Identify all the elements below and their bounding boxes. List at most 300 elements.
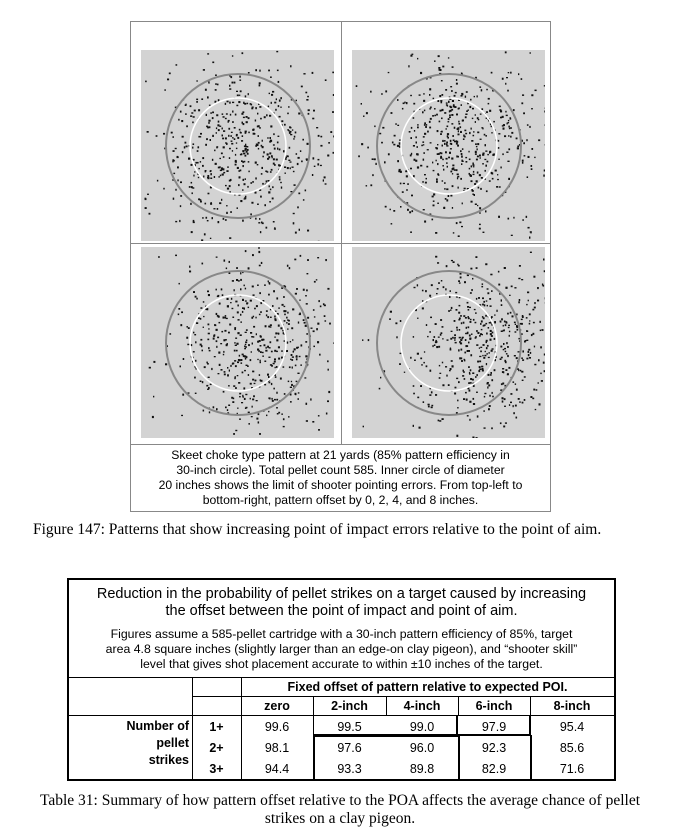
pellet-mark <box>509 404 510 406</box>
pellet-mark <box>268 191 270 193</box>
pellet-mark <box>253 316 254 318</box>
pellet-mark <box>366 112 368 114</box>
pellet-mark <box>264 344 266 346</box>
table-cell: 92.3 <box>481 741 507 755</box>
pellet-mark <box>206 217 208 219</box>
pellet-mark <box>494 321 496 323</box>
pellet-mark <box>486 300 488 301</box>
pellet-mark <box>216 132 217 134</box>
pellet-mark <box>520 323 522 325</box>
pellet-mark <box>509 128 510 130</box>
pellet-mark <box>478 119 480 120</box>
pellet-mark <box>426 178 428 180</box>
pellet-mark <box>296 288 298 290</box>
pellet-mark <box>206 126 208 128</box>
pellet-mark <box>298 347 299 349</box>
pellet-mark <box>504 135 506 137</box>
pellet-mark <box>529 237 530 239</box>
pellet-mark <box>528 156 530 158</box>
pellet-mark <box>494 338 496 340</box>
pellet-mark <box>456 169 458 171</box>
pellet-mark <box>307 96 309 98</box>
pellet-mark <box>490 330 492 332</box>
pellet-mark <box>240 272 241 274</box>
pellet-mark <box>502 371 504 373</box>
pellet-mark <box>236 350 238 352</box>
pellet-mark <box>469 106 471 108</box>
pellet-mark <box>530 396 532 398</box>
pellet-mark <box>490 305 492 307</box>
pellet-mark <box>295 393 297 395</box>
pellet-mark <box>443 207 445 209</box>
pellet-mark <box>245 300 247 301</box>
pellet-mark <box>186 146 188 148</box>
pellet-mark <box>193 175 194 177</box>
pellet-mark <box>469 132 471 134</box>
pellet-mark <box>180 366 182 368</box>
pellet-mark <box>488 408 490 410</box>
pellet-mark <box>259 265 261 267</box>
pellet-mark <box>198 177 199 178</box>
pellet-mark <box>385 90 387 92</box>
pellet-mark <box>276 159 278 161</box>
pellet-mark <box>278 81 280 83</box>
pellet-mark <box>414 360 416 362</box>
pellet-mark <box>465 116 467 118</box>
pellet-mark <box>478 370 480 372</box>
pellet-mark <box>477 143 479 145</box>
pellet-mark <box>259 218 260 220</box>
pellet-mark <box>429 127 431 129</box>
pellet-mark <box>507 313 509 315</box>
pellet-mark <box>515 331 517 332</box>
pellet-mark <box>295 232 297 234</box>
pellet-mark <box>283 296 285 298</box>
pellet-mark <box>472 379 474 381</box>
pellet-mark <box>434 336 436 338</box>
pellet-mark <box>417 146 418 148</box>
pellet-mark <box>407 183 409 185</box>
pellet-mark <box>277 413 279 415</box>
pellet-mark <box>217 124 219 126</box>
pellet-mark <box>458 381 460 383</box>
pellet-mark <box>191 186 193 188</box>
pellet-mark <box>240 288 242 290</box>
table-cell: 98.1 <box>264 741 290 755</box>
pellet-mark <box>459 357 461 359</box>
pellet-mark <box>417 397 419 399</box>
pellet-mark <box>193 220 195 222</box>
pellet-mark <box>145 81 147 83</box>
pellet-mark <box>173 173 175 174</box>
pellet-mark <box>442 418 444 420</box>
pellet-mark <box>482 297 484 299</box>
pellet-mark <box>271 398 272 400</box>
pellet-mark <box>275 376 277 378</box>
pellet-mark <box>224 260 226 262</box>
pellet-mark <box>513 217 514 219</box>
pellet-mark <box>248 171 249 173</box>
pellet-mark <box>508 120 509 121</box>
pellet-mark <box>210 173 212 175</box>
pellet-mark <box>269 152 271 154</box>
pellet-mark <box>222 128 223 130</box>
pellet-mark <box>485 135 487 137</box>
pellet-mark <box>229 185 231 187</box>
pellet-mark <box>414 287 416 288</box>
pellet-mark <box>511 286 513 288</box>
pattern-panel-offset-0 <box>141 50 334 241</box>
pellet-mark <box>526 139 527 141</box>
pellet-mark <box>286 322 288 323</box>
pellet-mark <box>501 318 503 320</box>
pellet-mark <box>333 94 334 96</box>
pellet-mark <box>388 72 390 73</box>
pellet-mark <box>531 165 533 167</box>
pellet-mark <box>323 179 324 181</box>
pellet-mark <box>510 127 512 129</box>
pellet-mark <box>477 415 479 417</box>
pellet-mark <box>214 325 216 327</box>
pellet-mark <box>239 396 241 397</box>
pellet-mark <box>236 343 238 345</box>
pellet-mark <box>538 359 540 361</box>
pellet-mark <box>192 122 194 124</box>
pellet-mark <box>384 161 386 163</box>
pellet-mark <box>203 301 205 303</box>
pellet-mark <box>234 82 235 84</box>
pellet-mark <box>465 96 466 98</box>
pellet-mark <box>499 106 501 108</box>
pellet-mark <box>522 380 524 381</box>
pellet-mark <box>290 167 291 169</box>
pellet-mark <box>522 402 524 404</box>
pellet-mark <box>442 384 444 386</box>
pellet-mark <box>444 182 446 184</box>
pellet-mark <box>195 393 197 394</box>
pellet-mark <box>259 70 260 72</box>
pellet-mark <box>218 176 220 177</box>
pellet-mark <box>500 110 502 112</box>
pellet-mark <box>465 157 467 158</box>
pellet-mark <box>313 346 315 348</box>
pellet-mark <box>500 422 502 424</box>
pellet-mark <box>243 387 245 389</box>
pellet-mark <box>320 145 322 147</box>
pellet-mark <box>457 407 458 409</box>
pellet-mark <box>217 84 219 86</box>
pellet-mark <box>236 105 238 107</box>
pellet-mark <box>477 132 479 134</box>
pellet-mark <box>278 105 280 107</box>
pellet-mark <box>444 140 446 142</box>
pellet-mark <box>258 251 260 253</box>
pellet-mark <box>293 351 294 353</box>
pellet-mark <box>240 279 242 281</box>
pellet-mark <box>189 271 191 273</box>
table-caption-line: strikes on a clay pigeon. <box>264 810 416 827</box>
pellet-mark <box>228 135 229 137</box>
pellet-mark <box>506 152 508 153</box>
pellet-mark <box>438 55 440 57</box>
pellet-mark <box>243 153 245 155</box>
pellet-mark <box>530 52 531 53</box>
pellet-mark <box>216 114 218 116</box>
pellet-mark <box>501 357 503 359</box>
pellet-mark <box>243 179 245 181</box>
pellet-mark <box>187 326 188 328</box>
pellet-mark <box>436 178 438 180</box>
pellet-mark <box>234 360 236 362</box>
pellet-mark <box>267 137 269 138</box>
pellet-mark <box>268 397 270 399</box>
pellet-mark <box>501 304 503 306</box>
pellet-mark <box>438 282 440 284</box>
pellet-mark <box>242 311 243 313</box>
pellet-mark <box>231 141 233 142</box>
pellet-mark <box>196 322 198 324</box>
pellet-mark <box>502 368 504 370</box>
pellet-mark <box>472 108 474 110</box>
pellet-mark <box>230 211 232 213</box>
pellet-mark <box>208 120 210 122</box>
pellet-mark <box>296 100 297 102</box>
pellet-mark <box>276 51 278 52</box>
pellet-mark <box>229 102 231 104</box>
pellet-mark <box>328 369 329 371</box>
pellet-mark <box>483 301 485 303</box>
pellet-mark <box>529 323 531 325</box>
column-header: zero <box>264 699 290 713</box>
pellet-mark <box>477 332 479 334</box>
pellet-mark <box>421 364 423 365</box>
pellet-mark <box>307 143 309 145</box>
pellet-mark <box>509 331 510 333</box>
pellet-mark <box>218 129 220 131</box>
pellet-mark <box>503 426 505 428</box>
pellet-mark <box>208 328 209 329</box>
pellet-mark <box>216 340 218 342</box>
pellet-mark <box>410 231 412 233</box>
pellet-mark <box>232 280 234 282</box>
pellet-mark <box>437 173 439 175</box>
pellet-mark <box>489 110 491 112</box>
pellet-mark <box>185 104 186 106</box>
pellet-mark <box>294 259 296 261</box>
pellet-mark <box>252 286 254 288</box>
pellet-mark <box>267 316 269 318</box>
pellet-mark <box>469 335 471 337</box>
pellet-mark <box>368 339 370 341</box>
pellet-mark <box>212 112 214 114</box>
pellet-mark <box>227 305 229 307</box>
pellet-mark <box>210 178 212 180</box>
pellet-mark <box>236 134 238 136</box>
pellet-mark <box>202 263 204 265</box>
pellet-mark <box>268 282 270 283</box>
pellet-mark <box>491 132 492 133</box>
pellet-mark <box>217 337 219 339</box>
pellet-mark <box>181 415 183 416</box>
pellet-mark <box>258 135 260 137</box>
pellet-mark <box>255 107 257 109</box>
pellet-mark <box>468 151 469 153</box>
pellet-mark <box>473 164 475 166</box>
pellet-mark <box>232 55 233 56</box>
pellet-mark <box>173 160 175 162</box>
pellet-mark <box>522 162 524 164</box>
pellet-mark <box>438 346 440 348</box>
pellet-mark <box>217 315 219 317</box>
pellet-mark <box>461 349 463 351</box>
pellet-mark <box>289 126 291 128</box>
pellet-mark <box>481 177 483 179</box>
pellet-mark <box>240 334 242 336</box>
pellet-mark <box>299 300 300 301</box>
pellet-mark <box>432 115 434 117</box>
pellet-mark <box>178 308 180 310</box>
pellet-mark <box>300 255 302 257</box>
pellet-mark <box>208 347 210 349</box>
pellet-mark <box>189 186 191 188</box>
pellet-mark <box>199 136 201 137</box>
pellet-mark <box>446 142 448 144</box>
pellet-mark <box>478 187 480 189</box>
pellet-mark <box>519 401 520 403</box>
pellet-mark <box>443 286 445 288</box>
pellet-mark <box>213 406 215 408</box>
pattern-panel-offset-8 <box>352 247 545 438</box>
pellet-mark <box>200 318 202 320</box>
pellet-mark <box>209 411 210 413</box>
pellet-mark <box>203 316 204 317</box>
figure-inner-caption-line: bottom-right, pattern offset by 0, 2, 4, and 8 inches. <box>202 493 479 507</box>
pellet-mark <box>488 327 490 329</box>
table-title <box>69 586 614 620</box>
pellet-mark <box>437 144 438 145</box>
pellet-mark <box>227 166 228 168</box>
pellet-mark <box>259 314 261 316</box>
pellet-mark <box>486 190 488 192</box>
pellet-mark <box>486 347 488 349</box>
pellet-mark <box>457 176 459 178</box>
pellet-mark <box>234 127 236 129</box>
pellet-mark <box>272 198 274 200</box>
pellet-mark <box>395 322 397 324</box>
pellet-mark <box>521 78 523 80</box>
pellet-mark <box>317 257 319 258</box>
pellet-mark <box>258 142 260 144</box>
pellet-mark <box>207 220 209 221</box>
pellet-mark <box>275 332 277 334</box>
pellet-mark <box>439 69 440 71</box>
pellet-mark <box>228 120 230 122</box>
pellet-mark <box>298 193 300 195</box>
pellet-mark <box>506 77 508 78</box>
pellet-mark <box>169 333 171 335</box>
pellet-mark <box>179 283 180 285</box>
pellet-mark <box>246 149 248 151</box>
pellet-mark <box>298 113 300 115</box>
pellet-mark <box>245 341 247 343</box>
pellet-mark <box>223 130 225 132</box>
pellet-mark <box>458 121 459 123</box>
pellet-mark <box>438 67 440 69</box>
pellet-mark <box>485 144 487 146</box>
pellet-mark <box>526 317 528 319</box>
pellet-mark <box>207 96 209 98</box>
pellet-mark <box>271 94 273 96</box>
pellet-mark <box>486 353 488 354</box>
pellet-mark <box>193 332 194 334</box>
pellet-mark <box>508 72 510 73</box>
pellet-mark <box>397 125 399 126</box>
pellet-mark <box>294 184 296 186</box>
pellet-mark <box>494 314 495 315</box>
pellet-mark <box>460 131 462 133</box>
pellet-mark <box>434 60 435 62</box>
pellet-mark <box>524 155 526 156</box>
pellet-mark <box>442 66 444 68</box>
pellet-mark <box>375 163 376 165</box>
pellet-mark <box>260 361 262 363</box>
pellet-mark <box>433 339 435 341</box>
pellet-mark <box>528 351 530 353</box>
pellet-mark <box>466 91 468 93</box>
pellet-mark <box>235 301 237 303</box>
pellet-mark <box>292 367 293 369</box>
pellet-mark <box>239 355 240 357</box>
pellet-mark <box>517 146 519 148</box>
pellet-mark <box>284 320 286 322</box>
pellet-mark <box>271 383 272 385</box>
pellet-mark <box>511 132 513 134</box>
pellet-mark <box>521 102 523 104</box>
pellet-mark <box>311 328 313 329</box>
pellet-mark <box>479 228 481 230</box>
pellet-mark <box>287 167 289 169</box>
pellet-mark <box>543 175 545 177</box>
pellet-mark <box>270 364 272 366</box>
pellet-mark <box>436 160 437 162</box>
pellet-mark <box>518 73 519 75</box>
pellet-mark <box>434 108 436 109</box>
pellet-mark <box>218 221 220 223</box>
pellet-mark <box>473 398 475 400</box>
pellet-mark <box>417 284 418 286</box>
pellet-mark <box>474 183 476 185</box>
pellet-mark <box>461 153 463 155</box>
pellet-mark <box>464 130 466 132</box>
pellet-mark <box>235 160 237 162</box>
pellet-mark <box>476 374 478 376</box>
pellet-mark <box>410 168 412 170</box>
pellet-mark <box>193 116 195 118</box>
pellet-mark <box>476 437 478 438</box>
pellet-mark <box>521 279 523 280</box>
pellet-mark <box>225 407 227 409</box>
pellet-mark <box>183 358 185 360</box>
pellet-mark <box>425 182 427 184</box>
table-cell: 97.9 <box>481 720 507 734</box>
pellet-mark <box>246 151 248 153</box>
pellet-mark <box>447 105 448 107</box>
table-cell: 97.6 <box>337 741 362 755</box>
pellet-mark <box>513 412 515 414</box>
pellet-mark <box>278 307 279 309</box>
pellet-mark <box>202 165 204 167</box>
pellet-mark <box>533 389 535 391</box>
